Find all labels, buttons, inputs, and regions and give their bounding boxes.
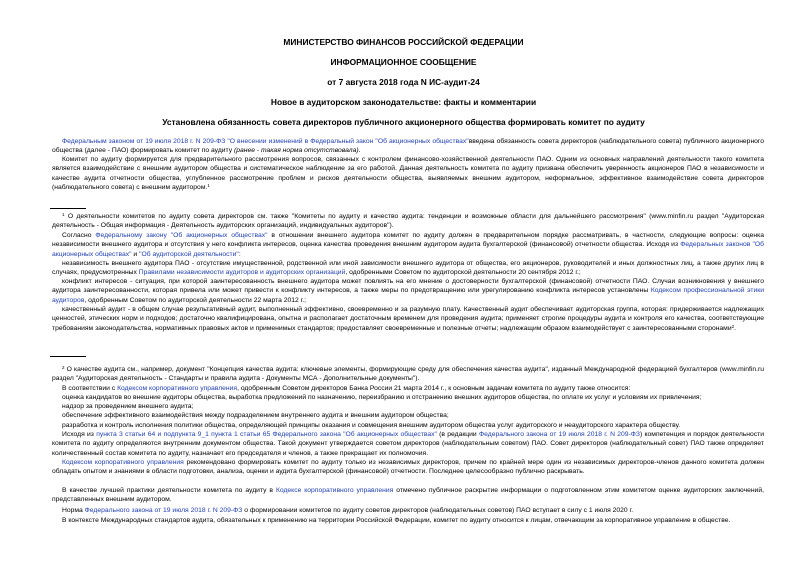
footnote-divider-2	[50, 356, 86, 357]
law-209fz-link-3[interactable]: Федерального закона от 19 июля 2018 г. N 209-ФЗ	[84, 507, 243, 514]
footnote-ref-1[interactable]: 1	[207, 182, 210, 188]
law-209fz-link[interactable]: Федеральным законом от 19 июля 2018 г. N 209-ФЗ "О внесении изменений в Федеральный закон "Об акционерных обществах"	[62, 138, 469, 145]
federal-laws-link[interactable]: Федеральных законов "Об акционерных обществах"	[52, 241, 765, 258]
footnote-1-paragraph-2: Согласно Федеральному закону "Об акционерных обществах" в отношении внешнего аудитора комитет по аудиту должен в предварительном порядке рассматривать, в частности, следующие вопросы: оценка независимости внешнего аудитора и отсутствия у него конфликта интересов, оценка качества проведения внешним аудитором аудита бухгалтерской (финансовой) отчетности общества. Исходя из Федеральных законов "Об акционерных обществах" и "Об аудиторской деятельности":	[52, 232, 765, 258]
footnote-2-effective-date: Норма Федерального закона от 19 июля 2018 г. N 209-ФЗ о формировании комитетов по аудиту советов директоров (наблюдательных советов) ПАО вступает в силу с 1 июля 2020 г.	[62, 507, 634, 514]
corp-governance-code-link-1[interactable]: Кодексом корпоративного управления	[117, 385, 238, 392]
footnote-mark-2: 2	[62, 365, 65, 370]
footnote-2-competence: Исходя из пункта 3 статьи 64 и подпункта 9_1 пункта 1 статьи 65 Федерального закона "Об акционерных обществах" (в редакции Федерального закона от 19 июля 2018 г. N 209-ФЗ) компетенция и порядок деятельности комитета по аудиту определяются внутренним документом общества. Такой документ утверждается советом директоров (наблюдательным советом) ПАО. Совет директоров (наблюдательный совет) ПАО также определяет количественный состав комитета по аудиту, назначает его председателя и членов, а также прекращает их полномочия.	[52, 431, 765, 457]
doc-title: Установлена обязанность совета директоров публичного акционерного общества формировать комитет по аудиту	[162, 117, 645, 127]
footnote-2-best-practice: В качестве лучшей практики деятельности комитета по аудиту в Кодексе корпоративного управления отмечено публичное раскрытие информации о подготовленном этим комитетом оценке аудиторских заключений, представленных внешним аудитором.	[52, 487, 764, 504]
footnote-2-intro: $^2$ О качестве аудита см., например, документ "Концепция качества аудита: ключевые элементы, формирующие среду для обеспечения качества аудита", изданный Международной федерацией бухгалтеров (www.minfin.ru раздел "Аудиторская деятельность - Стандарты и правила аудита - Документы МСА - Дополнительные документы").	[52, 365, 764, 383]
footnote-2-corp-code: В соответствии с Кодексом корпоративного управления, одобренным Советом директоров Банка России 21 марта 2014 г., к основным задачам комитета по аудиту также относится:	[62, 385, 631, 392]
footnote-1-conflict: конфликт интересов - ситуация, при которой заинтересованность внешнего аудитора может повлиять на его мнение о достоверности бухгалтерской (финансовой) отчетности ПАО. Случаи возникновения у внешнего аудитора заинтересованности, которая привела или может привести к конфликту интересов, а также меры по предотвращению или урегулированию конфликта интересов установлены Кодексом профессиональной этики аудиторов, одобренным Советом по аудиторской деятельности 22 марта 2012 г.;	[52, 278, 764, 304]
ethics-code-link[interactable]: Кодексом профессиональной этики аудиторов	[52, 287, 764, 304]
doc-type-heading: ИНФОРМАЦИОННОЕ СООБЩЕНИЕ	[330, 57, 477, 67]
footnote-2-independent-directors: Кодексом корпоративного управления рекомендовано формировать комитет по аудиту только из независимых директоров, причем по крайней мере один из независимых директоров-членов данного комитета должен обладать опытом и знаниями в области подготовки, анализа, оценки и аудита бухгалтерской (финансовой) отчетности. Последнее целесообразно публично раскрывать.	[52, 459, 764, 476]
ministry-heading: МИНИСТЕРСТВО ФИНАНСОВ РОССИЙСКОЙ ФЕДЕРАЦИИ	[283, 37, 524, 47]
task-item-candidates: оценка кандидатов во внешние аудиторы общества, выработка предложений по назначению, переизбранию и отстранению внешних аудиторов общества, по оплате их услуг и условиям их привлечения;	[62, 394, 702, 401]
doc-date-number: от 7 августа 2018 года N ИС-аудит-24	[327, 77, 480, 87]
footnote-ref-2[interactable]: 2	[731, 323, 735, 329]
audit-activity-law-link[interactable]: "Об аудиторской деятельности"	[139, 250, 239, 258]
footnote-1-quality: качественный аудит - в общем случае результативный аудит, выполненный эффективно, своевременно и за разумную плату. Качественный аудит обеспечивает аудиторская группа, которая: придерживается надлежащих ценностей, этических норм и подходов; достаточно квалифицирована, опытна и располагает достаточным временем для проведения аудита; применяет строгие процедуры аудита и контроля его качества, соответствующие требованиям законодательства, нормативных правовых актов и применимых стандартов; предоставляет своевременные и полезные отчеты; надлежащим образом взаимодействует с заинтересованными сторонами$^2$.	[52, 306, 764, 332]
ao-law-link[interactable]: Федеральному закону "Об акционерных обществах"	[95, 232, 268, 239]
footnote-1-intro: $^1$ О деятельности комитетов по аудиту совета директоров см. также "Комитеты по аудиту и качество аудита: тенденции и возможные области для дальнейшего рассмотрения" (www.minfin.ru раздел "Аудиторская деятельность - Общая информация - Деятельность аудиторских организаций, индивидуальных аудиторов").	[52, 212, 764, 230]
task-item-policy: разработка и контроль исполнения политики общества, определяющей принципы оказания и совмещения внешним аудитором общества услуг аудиторского и неаудиторского характера обществу.	[62, 422, 681, 429]
task-item-interaction: обеспечение эффективного взаимодействия между подразделением внутреннего аудита и внешним аудитором общества;	[62, 412, 449, 419]
paragraph-audit-committee: Комитет по аудиту формируется для предварительного рассмотрения вопросов, связанных с контролем финансово-хозяйственной деятельности ПАО. Одним из основных направлений деятельности такого комитета является взаимодействие с внешним аудитором общества и систематическое наблюдение за его работой. Данная деятельность комитета по аудиту призвана обеспечить уверенность акционеров ПАО в независимости и качестве аудита отчетности общества, углубленное рассмотрение проблем и рисков деятельности общества, выявляемых внешним аудитором, неформальное, эффективное взаимодействие совета директоров (наблюдательного совета) с внешним аудитором.$^1$	[52, 156, 764, 191]
corp-governance-code-link-3[interactable]: Кодексе корпоративного управления	[275, 487, 394, 494]
task-item-oversight: надзор за проведением внешнего аудита;	[62, 403, 194, 410]
footnote-divider	[50, 208, 86, 209]
articles-64-65-link[interactable]: пункта 3 статьи 64 и подпункта 9_1 пункта 1 статьи 65 Федерального закона "Об акционерных обществах"	[96, 431, 437, 438]
footnote-1-independence: независимость внешнего аудитора ПАО - отсутствие имущественной, родственной или иной зависимости внешнего аудитора от общества, его акционеров, руководителей и иных должностных лиц, а также других лиц в случаях, предусмотренных Правилами независимости аудиторов и аудиторских организаций, одобренными Советом по аудиторской деятельности 20 сентября 2012 г.;	[52, 260, 764, 277]
law-209fz-link-2[interactable]: Федерального закона от 19 июля 2018 г. N 209-ФЗ	[479, 431, 640, 438]
paragraph-law-intro: Федеральным законом от 19 июля 2018 г. N 209-ФЗ "О внесении изменений в Федеральный закон "Об акционерных обществах"введена обязанность совета директоров (наблюдательного совета) публичного акционерного общества (далее - ПАО) формировать комитет по аудиту (ранее - такая норма отсутствовала).	[52, 138, 764, 155]
independence-rules-link[interactable]: Правилами независимости аудиторов и аудиторских организаций	[138, 269, 346, 277]
footnote-mark-1: 1	[62, 212, 65, 217]
doc-subtitle: Новое в аудиторском законодательстве: факты и комментарии	[270, 97, 537, 107]
corp-governance-code-link-2[interactable]: Кодексом корпоративного управления	[62, 459, 184, 466]
footnote-2-isa-context: В контексте Международных стандартов аудита, обязательных к применению на территории Российской Федерации, комитет по аудиту относится к лицам, отвечающим за корпоративное управление в обществе.	[62, 517, 731, 524]
